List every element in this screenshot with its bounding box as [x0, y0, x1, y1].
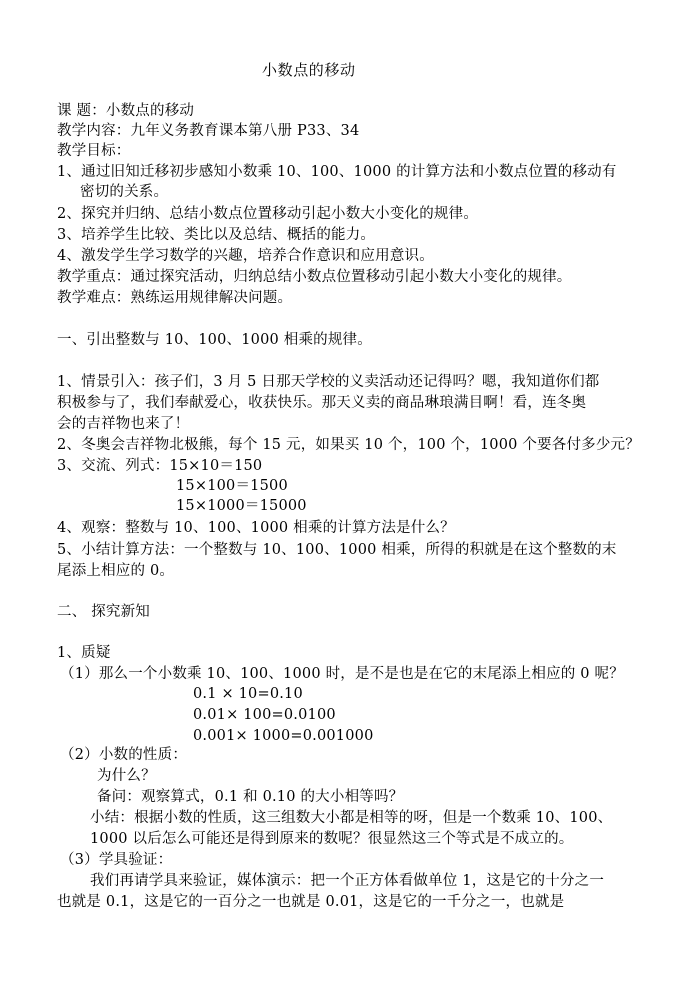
- s2-eq-1: 0.1 × 10=0.10: [193, 686, 303, 702]
- goal-1: 1、通过旧知迁移初步感知小数乘 10、100、1000 的计算方法和小数点位置的移动有: [57, 164, 617, 180]
- goals-label: 教学目标：: [57, 143, 131, 159]
- s2-line-10: 1000 以后怎么可能还是得到原来的数呢？很显然这三个等式是不成立的。: [90, 831, 574, 847]
- s1-line-8: 4、观察：整数与 10、100、1000 相乘的计算方法是什么？: [57, 520, 455, 536]
- page-title: 小数点的移动: [262, 61, 356, 79]
- s2-line-11: （3）学具验证：: [60, 852, 173, 868]
- course-line: 课 题：小数点的移动: [57, 103, 195, 119]
- goal-3: 3、培养学生比较、类比以及总结、概括的能力。: [57, 227, 376, 243]
- s2-line-1: 1、质疑: [57, 645, 111, 661]
- s2-line-8: 备问：观察算式，0.1 和 0.10 的大小相等吗？: [97, 789, 404, 805]
- key-point: 教学重点：通过探究活动，归纳总结小数点位置移动引起小数大小变化的规律。: [57, 269, 572, 285]
- s2-eq-2: 0.01× 100=0.0100: [193, 707, 336, 723]
- s2-eq-3: 0.001× 1000=0.001000: [193, 728, 374, 744]
- s1-line-10: 尾添上相应的 0。: [57, 563, 175, 579]
- goal-4: 4、激发学生学习数学的兴趣，培养合作意识和应用意识。: [57, 248, 434, 264]
- section2-heading: 二、 探究新知: [57, 604, 151, 620]
- s2-line-7: 为什么？: [97, 768, 156, 784]
- s2-line-2: （1）那么一个小数乘 10、100、1000 时，是不是也是在它的末尾添上相应的 0 呢？: [60, 666, 624, 682]
- s1-line-9: 5、小结计算方法：一个整数与 10、100、1000 相乘，所得的积就是在这个整数的末: [57, 542, 617, 558]
- difficulty: 教学难点：熟练运用规律解决问题。: [57, 290, 293, 306]
- s1-line-5: 3、交流、列式：15×10＝150: [57, 458, 263, 474]
- goal-1-cont: 密切的关系。: [80, 184, 169, 200]
- s2-line-13: 也就是 0.1，这是它的一百分之一也就是 0.01，这是它的一千分之一，也就是: [57, 894, 565, 910]
- s2-line-6: （2）小数的性质：: [60, 747, 188, 763]
- s1-line-2: 积极参与了，我们奉献爱心，收获快乐。那天义卖的商品琳琅满目啊！看，连冬奥: [57, 395, 587, 411]
- goal-2: 2、探究并归纳、总结小数点位置移动引起小数大小变化的规律。: [57, 206, 479, 222]
- s1-eq-2: 15×100＝1500: [176, 478, 288, 494]
- s1-line-3: 会的吉祥物也来了！: [57, 416, 190, 432]
- s1-line-1: 1、情景引入：孩子们，3 月 5 日那天学校的义卖活动还记得吗？嗯，我知道你们都: [57, 374, 600, 390]
- section1-heading: 一、引出整数与 10、100、1000 相乘的规律。: [57, 332, 372, 348]
- s2-line-12: 我们再请学具来验证，媒体演示：把一个正方体看做单位 1，这是它的十分之一: [90, 873, 605, 889]
- s1-line-4: 2、冬奥会吉祥物北极熊，每个 15 元，如果买 10 个，100 个，1000 个要各付多少元？: [57, 437, 640, 453]
- s2-line-9: 小结：根据小数的性质，这三组数大小都是相等的呀，但是一个数乘 10、100、: [90, 810, 613, 826]
- s1-eq-3: 15×1000＝15000: [176, 498, 307, 514]
- content-line: 教学内容：九年义务教育课本第八册 P33、34: [57, 123, 360, 139]
